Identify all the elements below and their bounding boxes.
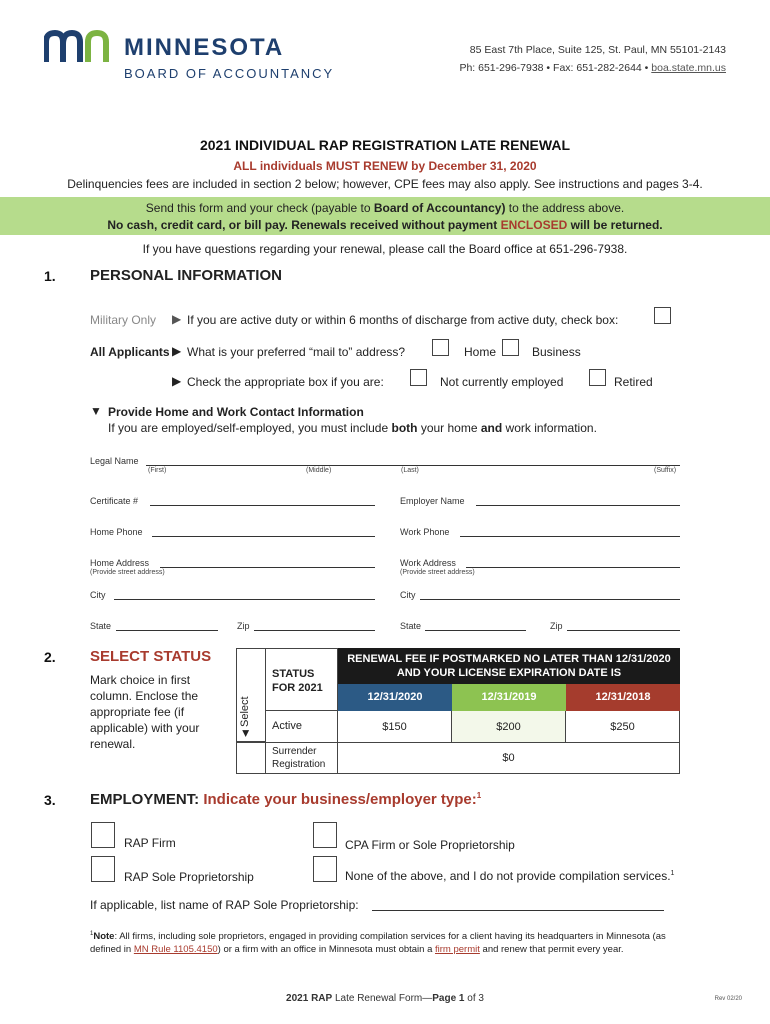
work-phone-field[interactable] [460,536,680,537]
home-zip-label: Zip [237,621,250,631]
svg-text:mn: mn [44,30,46,31]
work-zip-label: Zip [550,621,563,631]
middle-name-caption: (Middle) [306,467,332,474]
date-cell-2020: 12/31/2020 [338,684,452,711]
home-address-field[interactable] [160,567,375,568]
date-cell-2018: 12/31/2018 [566,684,680,711]
section-1-title: PERSONAL INFORMATION [90,267,282,284]
date-cell-2019: 12/31/2019 [452,684,566,711]
home-phone-label: Home Phone [90,527,143,537]
status-header-cell [266,648,338,711]
rap-firm-label: RAP Firm [124,836,176,850]
deadline-text: ALL individuals MUST RENEW by December 31, 2020 [233,159,537,173]
arrow-right-icon: ▶ [172,344,182,358]
work-zip-field[interactable] [567,630,680,631]
arrow-right-icon: ▶ [172,312,182,326]
employer-name-field[interactable] [476,505,680,506]
home-zip-field[interactable] [254,630,375,631]
header-contact [459,62,726,74]
logo-board: BOARD OF ACCOUNTANCY [124,66,335,81]
contact-heading: Provide Home and Work Contact Information [108,405,364,419]
certificate-field[interactable] [150,505,375,506]
fee-active-2020: $150 [338,711,452,743]
home-state-field[interactable] [116,630,218,631]
military-label: Military Only [90,313,157,327]
fee-active-2019: $200 [452,711,566,743]
status-header: STATUS FOR 2021 [272,668,323,694]
logo [44,30,354,85]
arrow-right-icon: ▶ [172,374,182,388]
employer-name-label: Employer Name [400,496,465,506]
home-street-note: (Provide street address) [90,569,165,576]
legal-name-field[interactable] [146,465,680,466]
not-employed-checkbox[interactable] [410,369,427,386]
rap-firm-checkbox[interactable] [91,822,115,848]
firm-permit-link[interactable]: firm permit [435,944,480,956]
retired-checkbox[interactable] [589,369,606,386]
legal-name-label: Legal Name [90,456,139,466]
home-option-label: Home [464,345,497,359]
employment-status-question: Check the appropriate box if you are: [187,375,384,389]
home-city-field[interactable] [114,599,375,600]
page-title: 2021 INDIVIDUAL RAP REGISTRATION LATE RENEWAL [199,137,570,153]
home-address-label: Home Address [90,558,150,568]
questions-text: If you have questions regarding your renewal, please call the Board office at 651-296-7938. [142,242,628,256]
website-link[interactable]: boa.state.mn.us [651,62,726,74]
business-option-label: Business [532,345,581,359]
work-state-field[interactable] [425,630,526,631]
section-2-number: 2. [44,649,56,665]
compilation-note: $^1$Note: All firms, including sole proprietors, engaged in providing compilation services for a client having its headquarters in Minnesota (as defined in MN Rule 1105.4150) or a firm with an office in Minnesota must obtain a firm permit and renew that permit every year. [90,931,666,956]
list-name-label: If applicable, list name of RAP Sole Proprietorship: [90,898,359,912]
home-checkbox[interactable] [432,339,449,356]
section-2-title: SELECT STATUS [90,648,212,665]
footer-revision: Rev 02/20 [714,996,742,1002]
military-text: If you are active duty or within 6 months of discharge from active duty, check box: [187,313,619,327]
section-3-title: EMPLOYMENT: Indicate your business/employer type:$^1$ [90,791,482,808]
work-city-field[interactable] [420,599,680,600]
none-checkbox[interactable] [313,856,337,882]
surrender-select-cell[interactable] [236,743,266,774]
active-label: Active [272,720,302,732]
fee-header: RENEWAL FEE IF POSTMARKED NO LATER THAN 12/31/2020 AND YOUR LICENSE EXPIRATION DATE IS [338,648,680,684]
fee-surrender: $0 [338,743,680,774]
work-address-label: Work Address [400,558,456,568]
work-city-label: City [400,590,416,600]
header-address: 85 East 7th Place, Suite 125, St. Paul, MN 55101-2143 [469,44,726,56]
rap-sole-label: RAP Sole Proprietorship [124,870,254,884]
header-phone: Ph: 651-296-7938 • Fax: 651-282-2644 • [459,62,652,74]
none-label: None of the above, and I do not provide compilation services.$^1$ [345,869,675,883]
contact-note: If you are employed/self-employed, you must include both your home and work information. [108,421,597,435]
section-1-number: 1. [44,268,56,284]
logo-name: MINNESOTA [124,34,285,61]
arrow-down-icon: ◀ [240,730,250,737]
banner-line-1: Send this form and your check (payable to Board of Accountancy) to the address above. [145,201,625,215]
work-street-note: (Provide street address) [400,569,475,576]
section-2-instructions: Mark choice in first column. Enclose the appropriate fee (if applicable) with your renewal. [90,673,200,751]
surrender-label: Surrender Registration [272,746,326,770]
rap-sole-name-field[interactable] [372,910,664,911]
certificate-label: Certificate # [90,496,139,506]
cpa-firm-checkbox[interactable] [313,822,337,848]
banner-line-2: No cash, credit card, or bill pay. Renewals received without payment ENCLOSED will be returned. [107,218,663,232]
mn-logo-mark [44,30,114,64]
retired-label: Retired [614,375,653,389]
military-checkbox[interactable] [654,307,671,324]
arrow-down-icon: ▼ [90,404,102,418]
work-state-label: State [400,621,422,631]
status-table [236,648,680,774]
rap-sole-checkbox[interactable] [91,856,115,882]
home-phone-field[interactable] [152,536,375,537]
select-label: ◀ Select [239,696,251,737]
fee-active-2018: $250 [566,711,680,743]
suffix-caption: (Suffix) [654,467,677,474]
footer-form-name: 2021 RAP Late Renewal Form—Page 1 of 3 [286,993,484,1004]
first-name-caption: (First) [148,467,167,474]
active-status-cell [266,711,338,743]
active-select-cell[interactable] [236,711,266,743]
business-checkbox[interactable] [502,339,519,356]
home-city-label: City [90,590,106,600]
work-phone-label: Work Phone [400,527,450,537]
mn-rule-link[interactable]: MN Rule 1105.4150 [133,944,218,956]
applicants-label: All Applicants [90,345,170,359]
last-name-caption: (Last) [401,467,419,474]
payment-banner [0,197,770,235]
mail-to-question: What is your preferred “mail to” address? [187,345,406,359]
work-address-field[interactable] [466,567,680,568]
section-3-number: 3. [44,792,56,808]
surrender-status-cell [266,743,338,774]
delinquency-text: Delinquencies fees are included in section 2 below; however, CPE fees may also apply. See instructions and pages 3-4. [67,177,703,191]
not-employed-label: Not currently employed [440,375,564,389]
home-state-label: State [90,621,112,631]
cpa-firm-label: CPA Firm or Sole Proprietorship [345,838,515,852]
